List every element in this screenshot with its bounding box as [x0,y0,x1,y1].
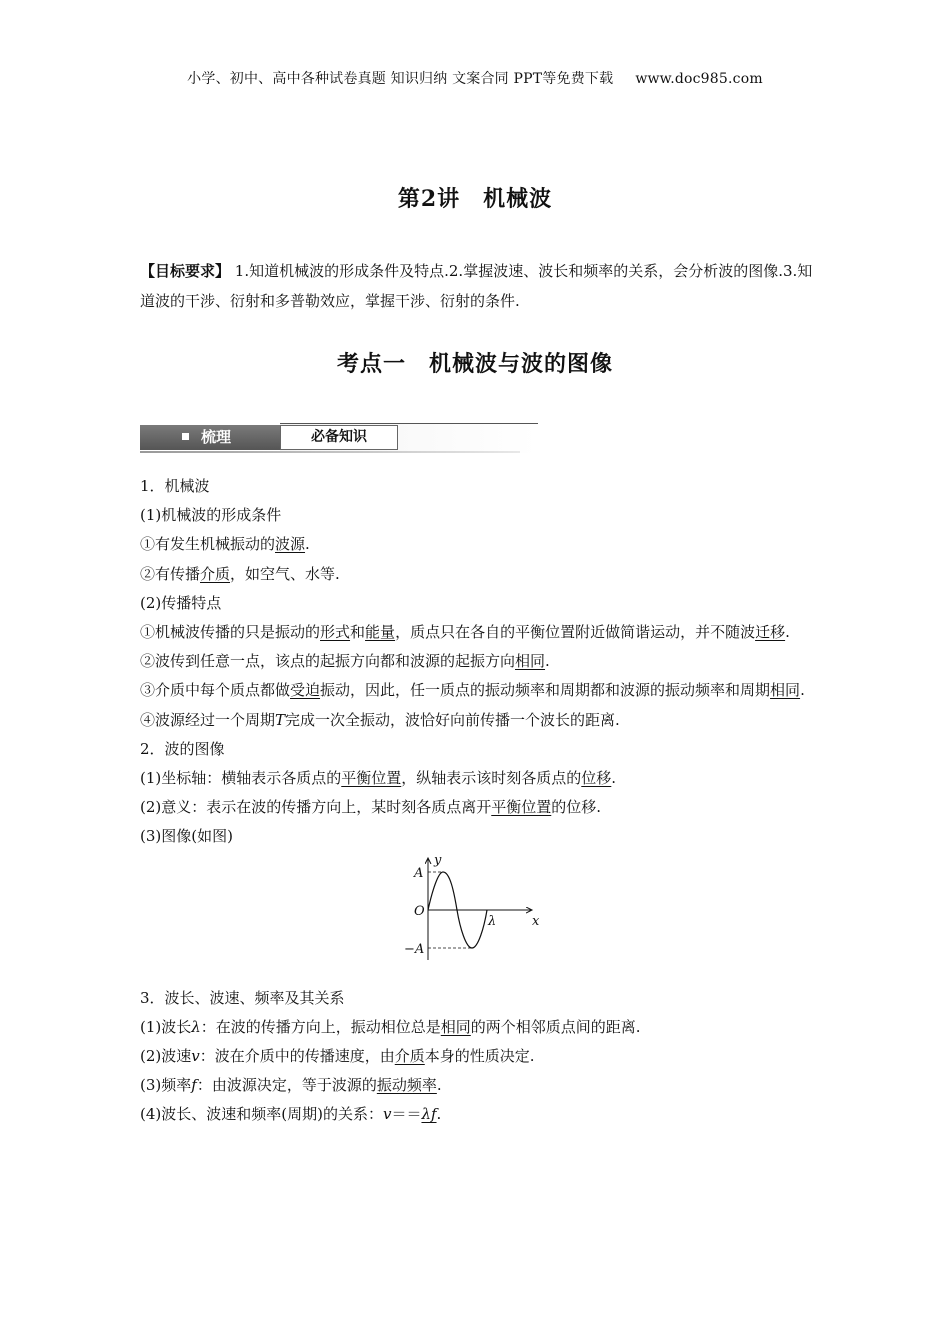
answer-blank: λf [421,1105,437,1124]
answer-blank: 振动频率 [376,1076,437,1095]
answer-blank: 波源 [275,535,306,554]
banner-right-label: 必备知识 [280,425,398,450]
answer-blank: 相同 [515,652,546,671]
goal-requirements [140,256,815,316]
lecture-title: 第2讲 机械波 [397,186,553,212]
answer-blank: 介质 [394,1047,425,1066]
heading-1: 1．机械波 [140,477,210,495]
banner-rule [140,451,520,453]
label-A: A [414,865,424,881]
para-15: (4)波长、波速和频率(周期)的关系：v＝＝λf. [140,1105,442,1124]
goal-text: 1.知道机械波的形成条件及特点.2.掌握波速、波长和频率的关系，会分析波的图像.3.知道波的干涉、衍射和多普勒效应，掌握干涉、衍射的条件. [140,262,813,310]
para-2: ①有发生机械振动的波源. [140,535,310,554]
banner-left-label: 梳理 [201,428,232,446]
answer-blank: 能量 [365,623,396,642]
para-9: (1)坐标轴：横轴表示各质点的平衡位置，纵轴表示该时刻各质点的位移. [140,769,617,788]
para-3: ②有传播介质，如空气、水等. [140,564,340,583]
label-lambda: λ [488,913,497,929]
label-negA: −A [404,941,425,957]
para-12: (1)波长λ：在波的传播方向上，振动相位总是相同的两个相邻质点间的距离. [140,1017,641,1036]
answer-blank: 位移 [581,769,612,788]
para-13: (2)波速v：波在介质中的传播速度，由介质本身的性质决定. [140,1047,535,1066]
answer-blank: 相同 [440,1017,471,1036]
para-5: ①机械波传播的只是振动的形式和能量，质点只在各自的平衡位置附近做简谐运动，并不随波迁移. [140,623,790,642]
section-title: 考点一 机械波与波的图像 [336,351,613,377]
para-6: ②波传到任意一点，该点的起振方向都和波源的起振方向相同. [140,652,550,671]
answer-blank: 平衡位置 [341,769,402,788]
answer-blank: 形式 [320,623,351,642]
heading-2: 2．波的图像 [140,739,225,758]
answer-blank: 迁移 [755,623,786,642]
header-text: 小学、初中、高中各种试卷真题 知识归纳 文案合同 PPT等免费下载 [187,71,614,87]
heading-3: 3．波长、波速、频率及其关系 [140,988,345,1007]
square-bullet-icon [182,433,189,440]
para-14: (3)频率f：由波源决定，等于波源的振动频率. [140,1076,442,1095]
para-10: (2)意义：表示在波的传播方向上，某时刻各质点离开平衡位置的位移. [140,798,602,817]
label-x: x [532,913,540,929]
banner-left [140,425,280,450]
label-O: O [414,903,425,919]
page-header [0,68,950,88]
label-y: y [434,853,442,868]
answer-blank: 相同 [770,681,801,700]
para-4: (2)传播特点 [140,593,222,612]
section-banner [140,423,520,455]
para-1: (1)机械波的形成条件 [140,506,282,525]
goal-label: 【目标要求】 [140,262,231,280]
para-7: ③介质中每个质点都做受迫振动，因此，任一质点的振动频率和周期都和波源的振动频率和周期相同. [140,681,805,700]
answer-blank: 介质 [200,564,231,583]
para-11: (3)图像(如图) [140,827,233,846]
wave-graph [402,854,542,966]
answer-blank: 平衡位置 [491,798,552,817]
header-site: www.doc985.com [635,71,763,87]
answer-blank: 受迫 [290,681,321,700]
content [140,472,820,1130]
para-8: ④波源经过一个周期T完成一次全振动，波恰好向前传播一个波长的距离. [140,710,620,729]
wave-figure [140,852,820,984]
